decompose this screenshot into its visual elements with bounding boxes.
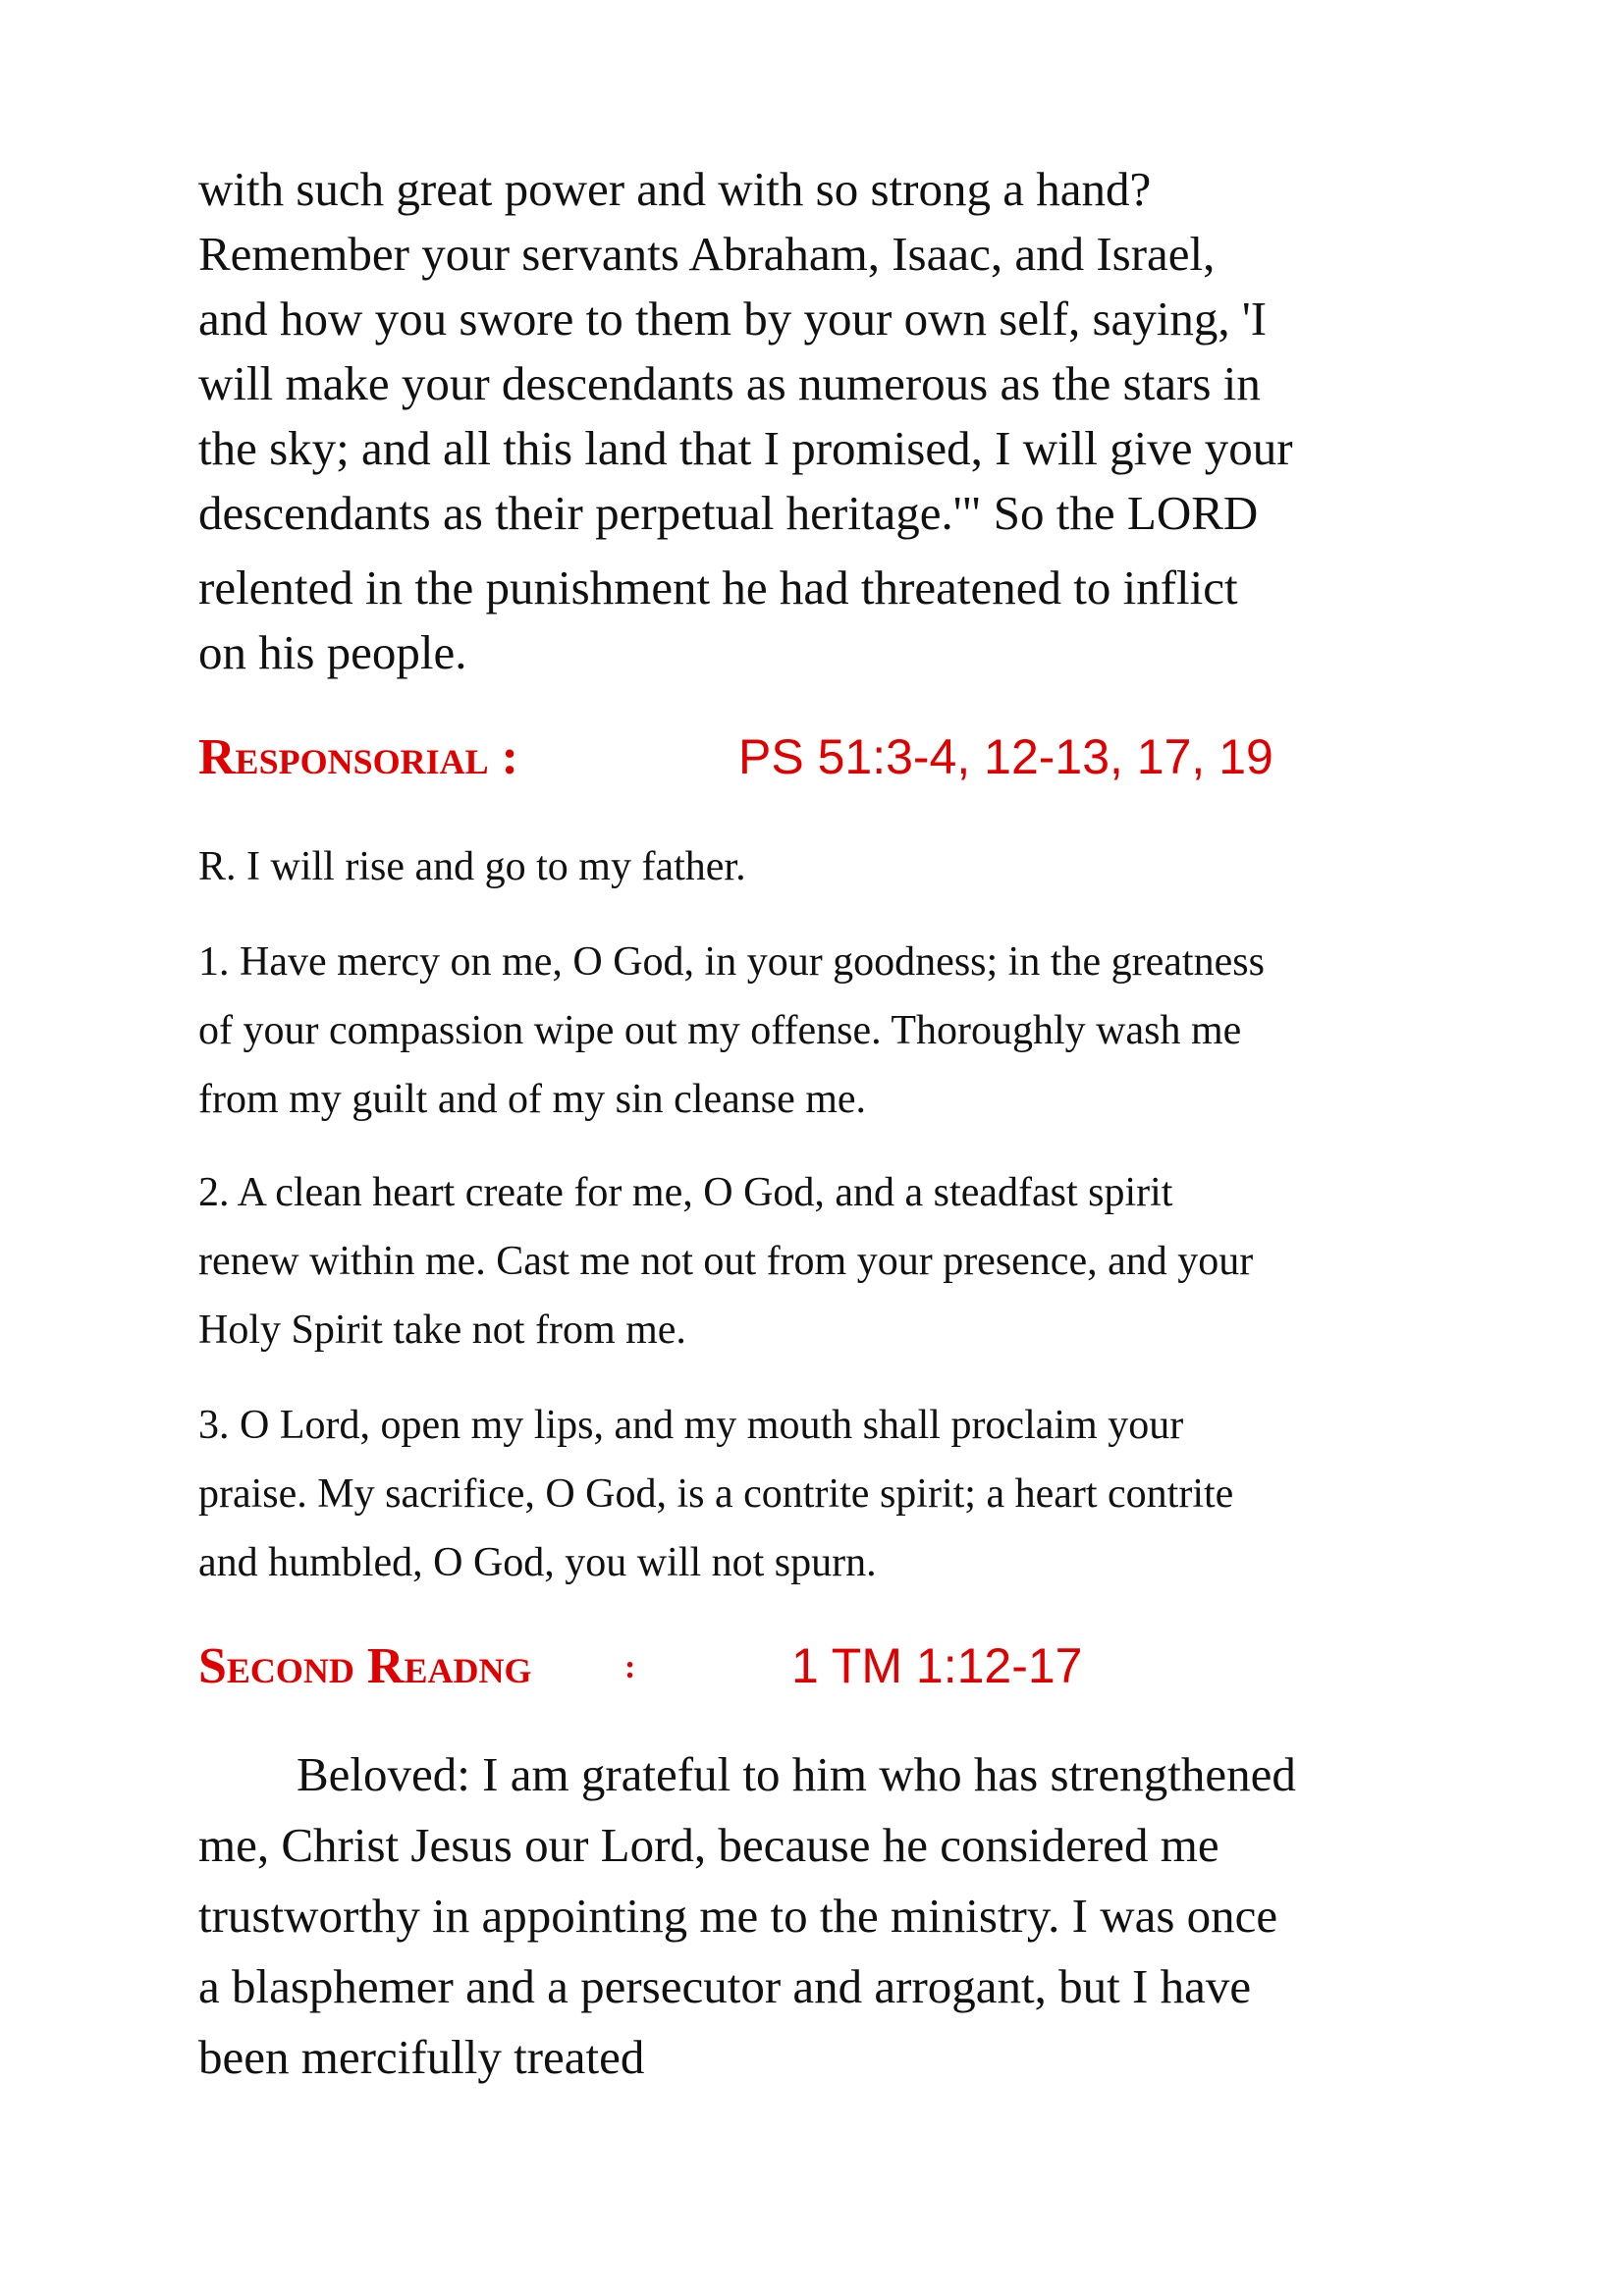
text-line: Remember your servants Abraham, Isaac, and Israel, bbox=[198, 227, 1216, 281]
psalm-verse-2 bbox=[198, 1158, 1455, 1364]
text-line: Beloved: I am grateful to him who has strengthened bbox=[297, 1747, 1296, 1801]
text-line: praise. My sacrifice, O God, is a contrite spirit; a heart contrite bbox=[198, 1471, 1234, 1517]
psalm-verse-1 bbox=[198, 928, 1455, 1134]
responsorial-heading: Responsorial : bbox=[198, 729, 518, 785]
text-line: 1. Have mercy on me, O God, in your goodness; in the greatness bbox=[198, 939, 1265, 985]
text-line: and humbled, O God, you will not spurn. bbox=[198, 1540, 877, 1585]
text-line: relented in the punishment he had threatened to inflict bbox=[198, 561, 1238, 614]
second-reading-heading: Second Readng bbox=[198, 1638, 532, 1694]
text-line: been mercifully treated bbox=[198, 2030, 645, 2084]
text-line: Holy Spirit take not from me. bbox=[198, 1308, 686, 1353]
text-line: with such great power and with so strong a hand? bbox=[198, 162, 1152, 216]
text-line: renew within me. Cast me not out from your presence, and your bbox=[198, 1239, 1254, 1284]
responsorial-response bbox=[198, 832, 1455, 901]
responsorial-reference: PS 51:3-4, 12-13, 17, 19 bbox=[738, 729, 1273, 784]
text-line: me, Christ Jesus our Lord, because he considered me bbox=[198, 1818, 1219, 1872]
second-reading-text bbox=[198, 1739, 1455, 2093]
text-line: 3. O Lord, open my lips, and my mouth shall proclaim your bbox=[198, 1403, 1184, 1448]
text-line: descendants as their perpetual heritage.'" So the LORD bbox=[198, 486, 1259, 540]
text-line: 2. A clean heart create for me, O God, and a steadfast spirit bbox=[198, 1170, 1173, 1215]
text-line: a blasphemer and a persecutor and arrogant, but I have bbox=[198, 1959, 1252, 2013]
psalm-verse-3 bbox=[198, 1391, 1455, 1597]
text-line: of your compassion wipe out my offense. Thoroughly wash me bbox=[198, 1008, 1242, 1053]
text-line: the sky; and all this land that I promised, I will give your bbox=[198, 421, 1293, 475]
second-reading-colon: : bbox=[624, 1649, 636, 1685]
text-line: from my guilt and of my sin cleanse me. bbox=[198, 1077, 867, 1122]
text-line: and how you swore to them by your own self, saying, 'I bbox=[198, 292, 1268, 346]
text-line: will make your descendants as numerous as the stars in bbox=[198, 356, 1261, 410]
first-reading-paragraph bbox=[198, 157, 1455, 685]
text-line: on his people. bbox=[198, 625, 467, 679]
second-reading-reference: 1 TM 1:12-17 bbox=[791, 1638, 1083, 1693]
response-line: R. I will rise and go to my father. bbox=[198, 844, 746, 889]
first-reading-text bbox=[198, 157, 1455, 685]
text-line: trustworthy in appointing me to the ministry. I was once bbox=[198, 1889, 1278, 1943]
